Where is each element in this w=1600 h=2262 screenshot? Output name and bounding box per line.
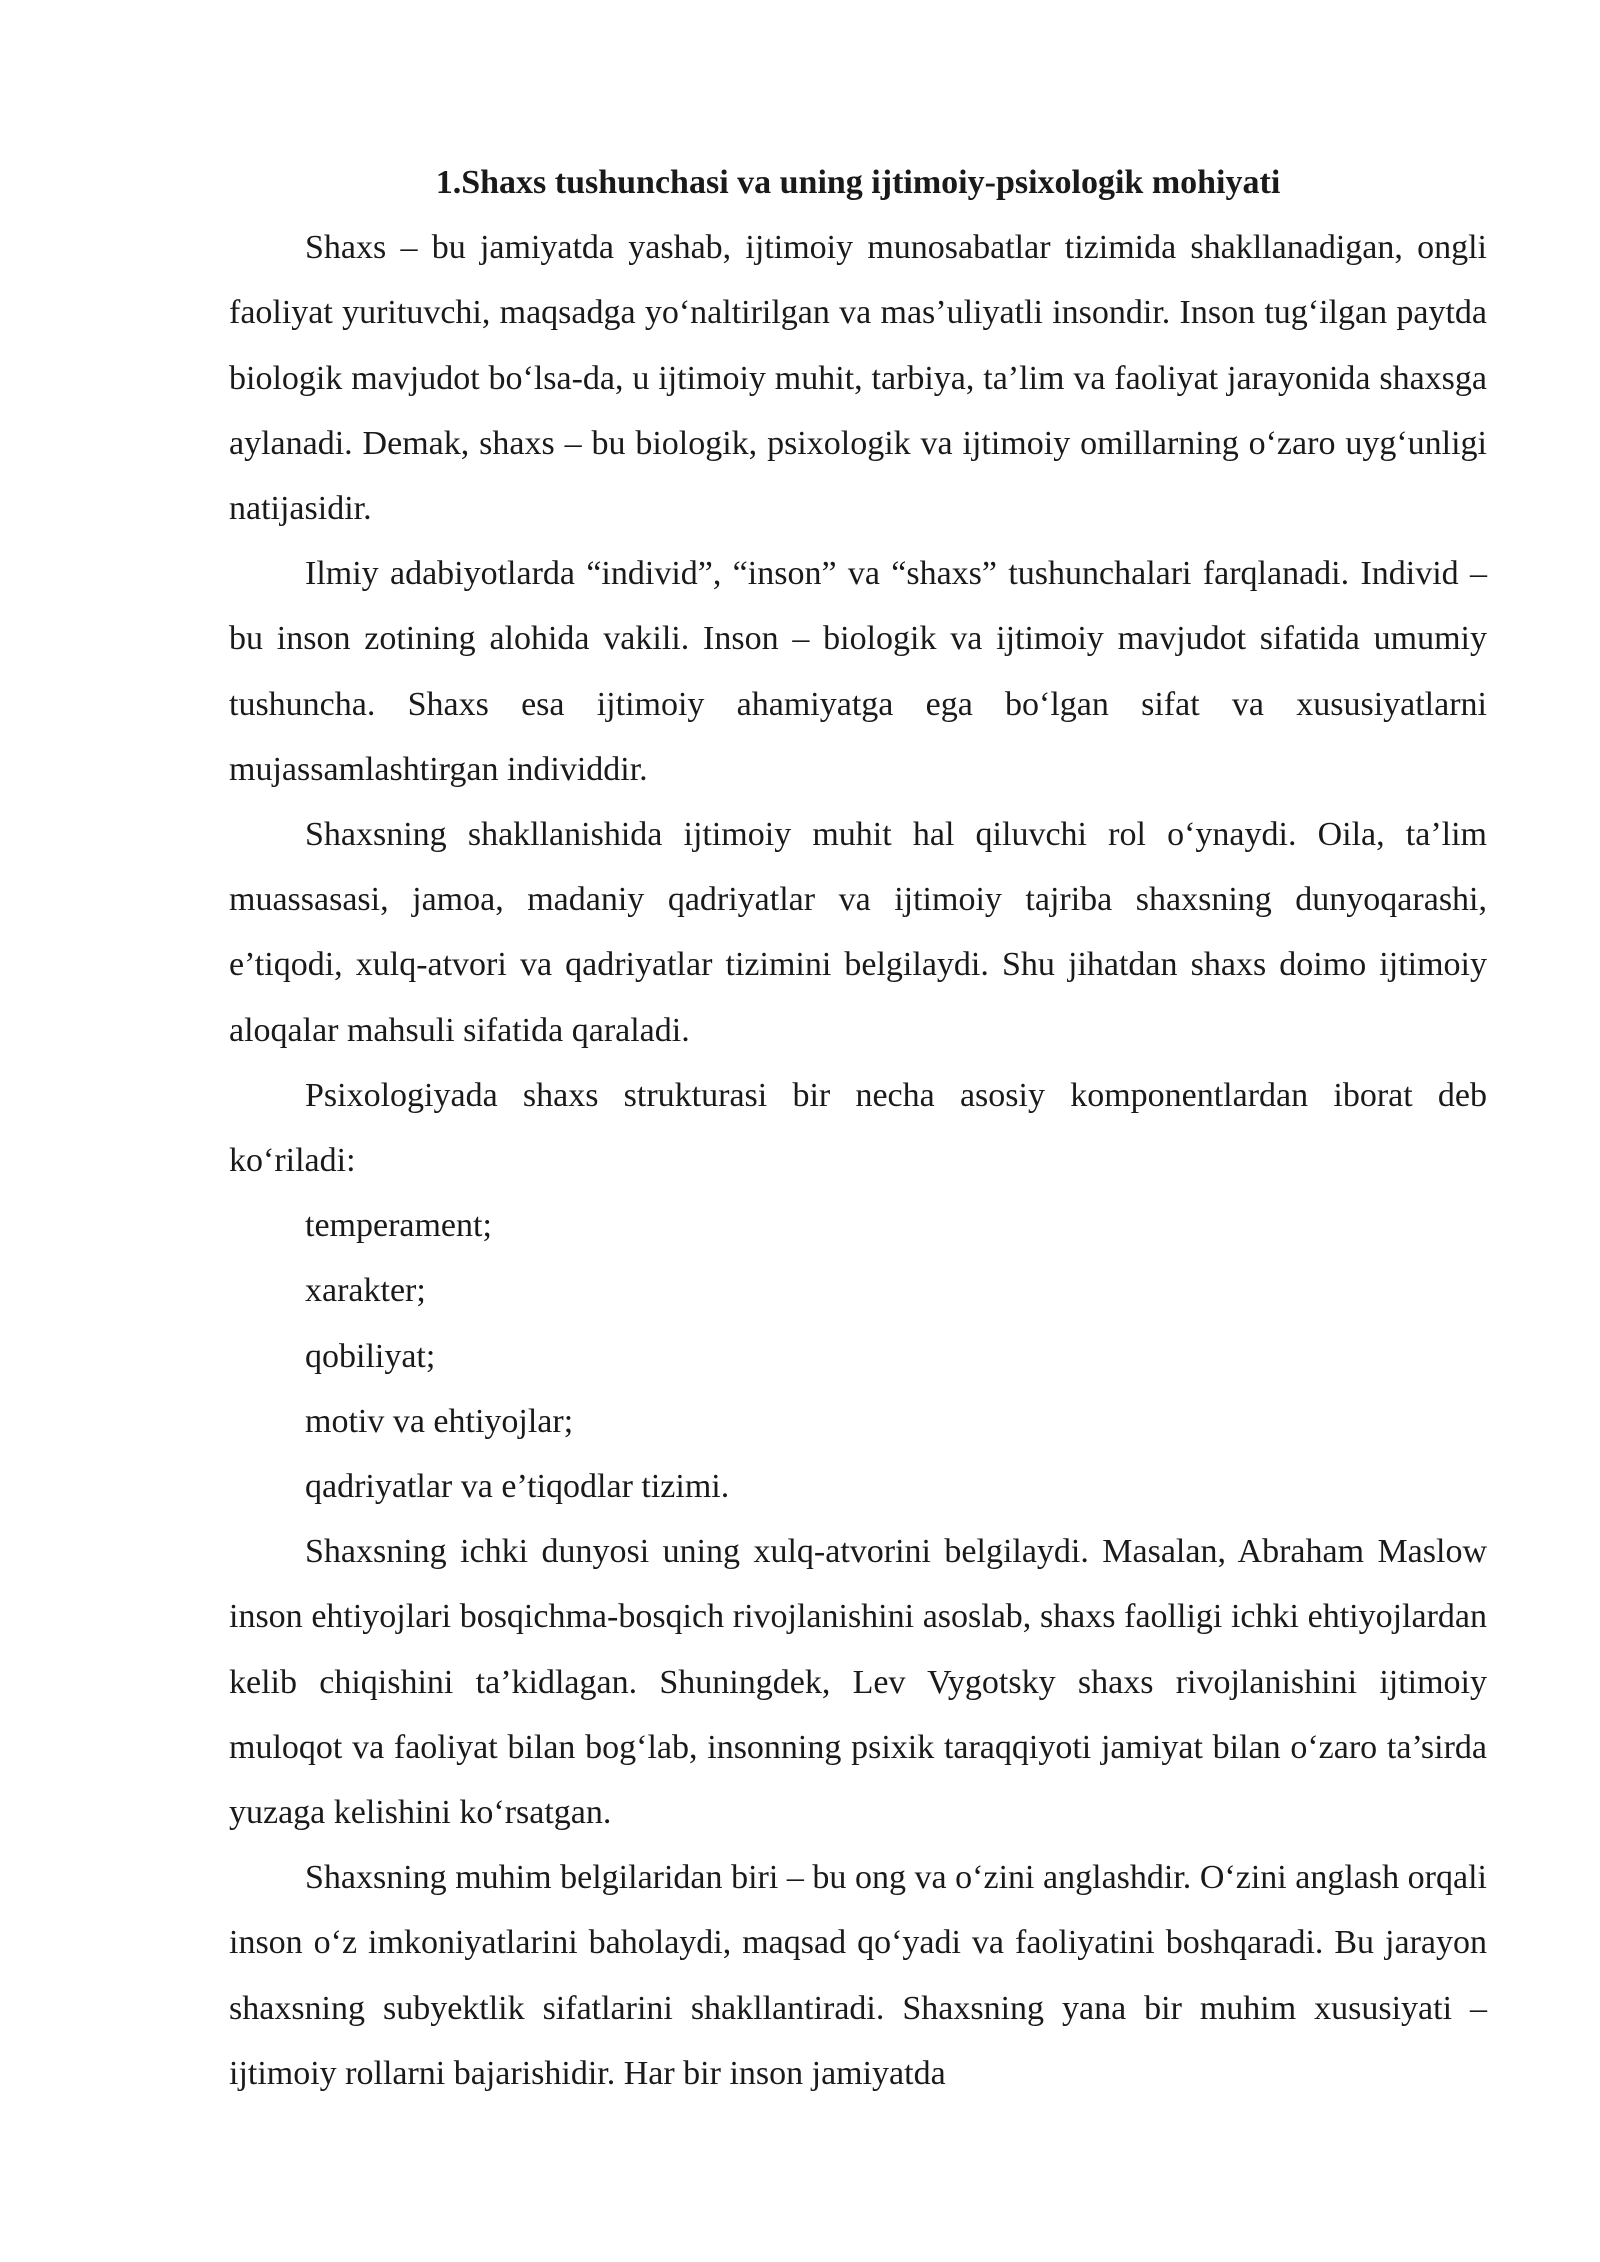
list-item: xarakter; — [305, 1272, 426, 1310]
paragraph-shaxs-definition: Shaxs – bu jamiyatda yashab, ijtimoiy munosabatlar tizimida shakllanadigan, ongli faoliyat yurituvchi, maqsadga yo‘naltirilgan va mas’uliyatli insondir. Inson tug‘ilgan paytda biologik mavjudot bo‘lsa-da, u ijtimoiy muhit, tarbiya, ta’lim va faoliyat jarayonida shaxsga aylanadi. Demak, shaxs – bu biologik, psixologik va ijtimoiy omillarning o‘zaro uyg‘unligi natijasidir. — [229, 229, 1487, 528]
paragraph-structure-intro: Psixologiyada shaxs strukturasi bir necha asosiy komponentlardan iborat deb ko‘riladi: — [229, 1076, 1487, 1180]
list-item: motiv va ehtiyojlar; — [305, 1402, 574, 1440]
structure-components-list — [229, 1193, 1487, 1519]
document-title: 1.Shaxs tushunchasi va uning ijtimoiy-psixologik mohiyati — [435, 164, 1281, 201]
paragraph-individ-inson-shaxs: Ilmiy adabiyotlarda “individ”, “inson” va “shaxs” tushunchalari farqlanadi. Individ – bu inson zotining alohida vakili. Inson – biologik va ijtimoiy mavjudot sifatida umumiy tushuncha. Shaxs esa ijtimoiy ahamiyatga ega bo‘lgan sifat va xususiyatlarni mujassamlashtirgan individdir. — [229, 555, 1487, 788]
document-page — [229, 150, 1487, 2106]
list-item: qadriyatlar va e’tiqodlar tizimi. — [305, 1468, 730, 1506]
paragraph-self-awareness: Shaxsning muhim belgilaridan biri – bu ong va o‘zini anglashdir. O‘zini anglash orqali inson o‘z imkoniyatlarini baholaydi, maqsad qo‘yadi va faoliyatini boshqaradi. Bu jarayon shaxsning subyektlik sifatlarini shakllantiradi. Shaxsning yana bir muhim xususiyati – ijtimoiy rollarni bajarishidir. Har bir inson jamiyatda — [229, 1859, 1487, 2092]
list-item: qobiliyat; — [305, 1337, 436, 1375]
list-item: temperament; — [305, 1207, 492, 1245]
paragraph-inner-world: Shaxsning ichki dunyosi uning xulq-atvorini belgilaydi. Masalan, Abraham Maslow inson ehtiyojlari bosqichma-bosqich rivojlanishini asoslab, shaxs faolligi ichki ehtiyojlardan kelib chiqishini ta’kidlagan. Shuningdek, Lev Vygotsky shaxs rivojlanishini ijtimoiy muloqot va faoliyat bilan bog‘lab, insonning psixik taraqqiyoti jamiyat bilan o‘zaro ta’sirda yuzaga kelishini ko‘rsatgan. — [229, 1533, 1487, 1832]
paragraph-social-environment: Shaxsning shakllanishida ijtimoiy muhit hal qiluvchi rol o‘ynaydi. Oila, ta’lim muassasasi, jamoa, madaniy qadriyatlar va ijtimoiy tajriba shaxsning dunyoqarashi, e’tiqodi, xulq-atvori va qadriyatlar tizimini belgilaydi. Shu jihatdan shaxs doimo ijtimoiy aloqalar mahsuli sifatida qaraladi. — [229, 816, 1487, 1049]
